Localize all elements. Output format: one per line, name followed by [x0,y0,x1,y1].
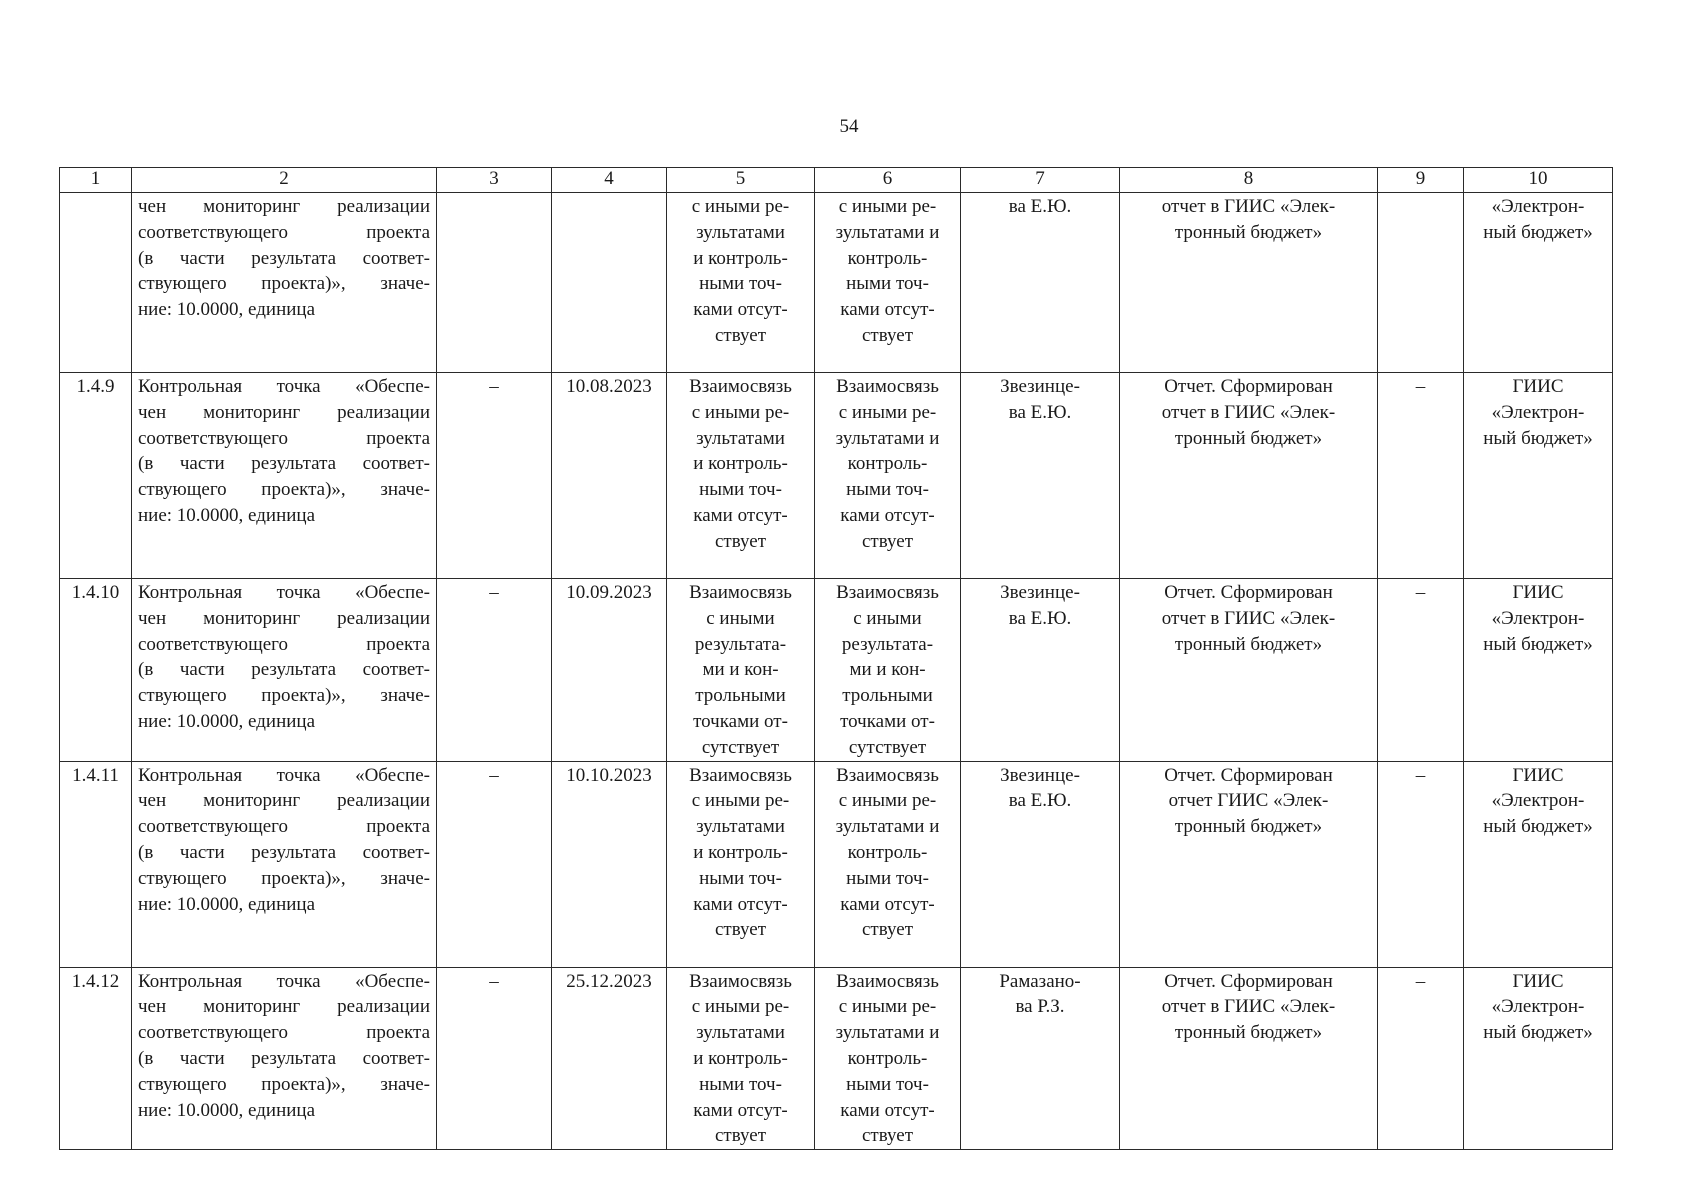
relationship-cell-text: Взаимосвязь с иными ре- зультатами и контроль- ными точ- ками отсут- ствует [689,970,792,1147]
row-number-cell [60,761,132,967]
control-point-name-cell [132,967,437,1150]
name-line: чен мониторинг реализации [138,196,430,217]
name-line: ние: 10.0000, единица [138,710,316,732]
column-number-3: 3 [437,168,552,193]
column-number-4: 4 [552,168,667,193]
column-9-cell-text: – [1415,376,1426,397]
name-line: чен мониторинг реализации [138,607,430,629]
date-cell [552,579,667,762]
report-cell [1120,373,1378,579]
relationship-cell [667,193,815,373]
responsible-person-cell-text: Звезинце- ва Е.Ю. [1000,764,1080,812]
relationship-cell [667,579,815,762]
name-line: ние: 10.0000, единица [138,1099,316,1121]
responsible-person-cell [961,579,1120,762]
column-9-cell [1378,579,1464,762]
name-line: ние: 10.0000, единица [138,504,316,526]
column-9-cell [1378,761,1464,967]
name-line: чен мониторинг реализации [138,401,430,423]
column-3-cell [437,579,552,762]
relationship-cell-alt [815,967,961,1150]
relationship-cell-alt-text: Взаимосвязь с иными ре- зультатами и контроль- ными точ- ками отсут- ствует [835,764,940,941]
column-3-cell [437,373,552,579]
name-line: ние: 10.0000, единица [138,299,316,321]
relationship-cell-alt [815,373,961,579]
information-system-cell [1464,373,1613,579]
column-number-8: 8 [1120,168,1378,193]
column-9-cell-text: – [1415,970,1426,992]
date-cell-text: 25.12.2023 [566,970,652,992]
name-line: чен мониторинг реализации [138,996,430,1018]
column-number-5: 5 [667,168,815,193]
name-line: ствующего проекта)», значе- [138,273,430,295]
name-line: (в части результата соответ- [138,1047,430,1069]
report-cell [1120,967,1378,1150]
relationship-cell [667,761,815,967]
name-line: Контрольная точка «Обеспе- [138,376,430,397]
page-number: 54 [839,116,859,137]
name-line: (в части результата соответ- [138,453,430,475]
responsible-person-cell [961,373,1120,579]
relationship-cell-text: Взаимосвязь с иными ре- зультатами и контроль- ными точ- ками отсут- ствует [689,376,792,552]
date-cell [552,373,667,579]
name-line: ние: 10.0000, единица [138,893,316,915]
control-point-name-cell [132,761,437,967]
information-system-cell [1464,579,1613,762]
name-line: ствующего проекта)», значе- [138,479,430,501]
information-system-cell-text: «Электрон- ный бюджет» [1483,196,1593,243]
information-system-cell [1464,967,1613,1150]
information-system-cell-text: ГИИС «Электрон- ный бюджет» [1483,376,1593,449]
table-row [60,193,1613,373]
name-line: (в части результата соответ- [138,841,430,863]
information-system-cell-text: ГИИС «Электрон- ный бюджет» [1483,764,1593,838]
relationship-cell-alt-text: Взаимосвязь с иными ре- зультатами и контроль- ными точ- ками отсут- ствует [835,376,940,552]
date-cell-text: 10.09.2023 [566,582,652,603]
name-line: (в части результата соответ- [138,247,430,269]
row-number-cell [60,193,132,373]
information-system-cell-text: ГИИС «Электрон- ный бюджет» [1483,582,1593,655]
column-number-row [60,168,1613,193]
responsible-person-cell-text: ва Е.Ю. [1008,196,1072,217]
report-cell-text: Отчет. Сформирован отчет в ГИИС «Элек- тронный бюджет» [1161,376,1336,449]
column-number-1: 1 [60,168,132,193]
responsible-person-cell-text: Звезинце- ва Е.Ю. [1000,376,1080,423]
column-3-cell [437,193,552,373]
row-number-cell [60,579,132,762]
table-row [60,579,1613,762]
relationship-cell-alt-text: с иными ре- зультатами и контроль- ными точ- ками отсут- ствует [835,196,940,346]
row-number-cell-text: 1.4.11 [72,764,119,786]
column-number-2: 2 [132,168,437,193]
column-3-cell-text: – [489,764,499,786]
table-row [60,373,1613,579]
row-number-cell [60,967,132,1150]
report-cell-text: Отчет. Сформирован отчет в ГИИС «Элек- тронный бюджет» [1161,582,1336,655]
name-line: соответствующего проекта [138,633,430,655]
name-line: ствующего проекта)», значе- [138,867,430,889]
row-number-cell-text: 1.4.9 [76,376,115,397]
relationship-cell-alt [815,579,961,762]
date-cell [552,967,667,1150]
column-9-cell [1378,373,1464,579]
column-3-cell [437,761,552,967]
name-line: соответствующего проекта [138,1022,430,1044]
report-cell [1120,761,1378,967]
responsible-person-cell-text: Рамазано- ва Р.З. [999,970,1081,1018]
date-cell [552,193,667,373]
name-line: Контрольная точка «Обеспе- [138,582,430,603]
relationship-cell-alt [815,193,961,373]
column-9-cell-text: – [1415,582,1426,603]
column-3-cell-text: – [489,582,499,603]
relationship-cell-alt [815,761,961,967]
column-9-cell-text: – [1415,764,1426,786]
name-line: соответствующего проекта [138,221,430,243]
control-point-name-cell [132,373,437,579]
report-cell-text: Отчет. Сформирован отчет ГИИС «Элек- тронный бюджет» [1164,764,1333,838]
table-row [60,967,1613,1150]
column-number-10: 10 [1464,168,1613,193]
report-cell-text: Отчет. Сформирован отчет в ГИИС «Элек- тронный бюджет» [1161,970,1336,1044]
column-number-7: 7 [961,168,1120,193]
name-line: ствующего проекта)», значе- [138,1073,430,1095]
column-3-cell-text: – [489,376,499,397]
relationship-cell-text: Взаимосвязь с иными ре- зультатами и контроль- ными точ- ками отсут- ствует [689,764,792,941]
name-line: соответствующего проекта [138,816,430,838]
date-cell [552,761,667,967]
responsible-person-cell-text: Звезинце- ва Е.Ю. [1000,582,1080,629]
relationship-cell-alt-text: Взаимосвязь с иными ре- зультатами и контроль- ными точ- ками отсут- ствует [835,970,940,1147]
column-number-6: 6 [815,168,961,193]
control-points-table [59,167,1613,1150]
relationship-cell-text: с иными ре- зультатами и контроль- ными точ- ками отсут- ствует [691,196,790,346]
name-line: Контрольная точка «Обеспе- [138,764,430,786]
row-number-cell-text: 1.4.10 [71,582,120,603]
name-line: чен мониторинг реализации [138,790,430,812]
table-row [60,761,1613,967]
relationship-cell [667,967,815,1150]
information-system-cell-text: ГИИС «Электрон- ный бюджет» [1483,970,1593,1044]
column-9-cell [1378,193,1464,373]
column-3-cell-text: – [489,970,499,992]
responsible-person-cell [961,193,1120,373]
responsible-person-cell [961,967,1120,1150]
information-system-cell [1464,193,1613,373]
date-cell-text: 10.08.2023 [566,376,652,397]
date-cell-text: 10.10.2023 [566,764,652,786]
name-line: ствующего проекта)», значе- [138,685,430,707]
row-number-cell [60,373,132,579]
relationship-cell [667,373,815,579]
row-number-cell-text: 1.4.12 [71,970,120,992]
relationship-cell-alt-text: Взаимосвязь с иными результата- ми и кон- трольными точками от- сутствует [836,582,939,758]
report-cell [1120,193,1378,373]
report-cell-text: отчет в ГИИС «Элек- тронный бюджет» [1161,196,1336,243]
report-cell [1120,579,1378,762]
name-line: (в части результата соответ- [138,659,430,681]
column-9-cell [1378,967,1464,1150]
responsible-person-cell [961,761,1120,967]
name-line: соответствующего проекта [138,427,430,449]
column-3-cell [437,967,552,1150]
relationship-cell-text: Взаимосвязь с иными результата- ми и кон- трольными точками от- сутствует [689,582,792,758]
control-point-name-cell [132,579,437,762]
column-number-9: 9 [1378,168,1464,193]
name-line: Контрольная точка «Обеспе- [138,970,430,992]
information-system-cell [1464,761,1613,967]
control-point-name-cell [132,193,437,373]
